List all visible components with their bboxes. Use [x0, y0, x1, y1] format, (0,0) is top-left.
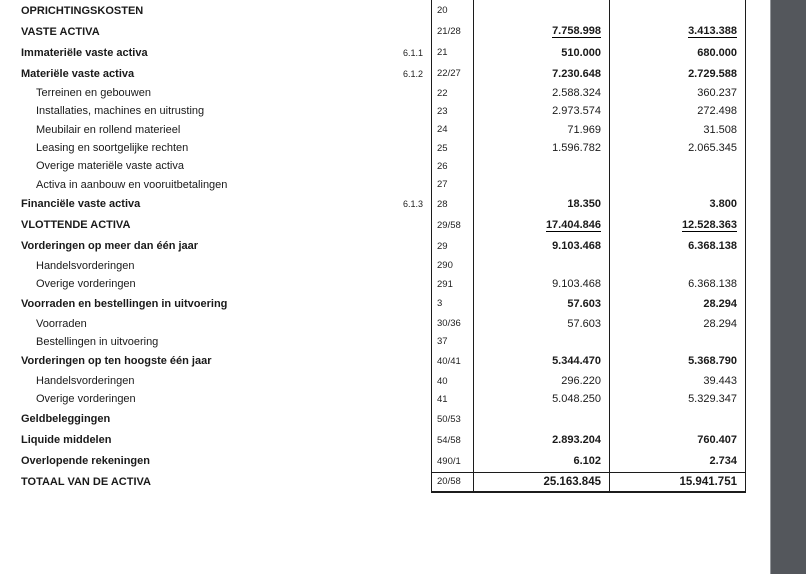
row-label: VLOTTENDE ACTIVA [21, 219, 131, 232]
underlined-total-value: 3.413.388 [688, 24, 737, 37]
row-annex-ref: 6.1.2 [402, 68, 423, 79]
row-code: 21 [431, 42, 474, 63]
underlined-total-value: 17.404.846 [545, 218, 601, 231]
row-value-previous [609, 0, 746, 21]
table-row [0, 351, 770, 372]
row-value-current [474, 409, 609, 430]
row-code: 29 [431, 236, 474, 257]
row-annex-ref [385, 0, 431, 21]
row-annex-ref [385, 257, 431, 275]
row-value-current [474, 157, 609, 175]
row-value-previous: 6.368.138 [609, 236, 746, 257]
row-value-current: 25.163.845 [474, 472, 609, 493]
row-value-current: 9.103.468 [552, 278, 601, 291]
row-code: 23 [431, 102, 474, 120]
row-annex-ref [385, 175, 431, 193]
row-value-current: 5.344.470 [552, 355, 601, 368]
row-annex-ref [385, 314, 431, 332]
underlined-total-value: 7.758.998 [552, 24, 601, 37]
row-label: Vorderingen op ten hoogste één jaar [21, 355, 212, 368]
row-label: Vorderingen op meer dan één jaar [21, 240, 199, 253]
row-value-current: 2.588.324 [552, 87, 601, 100]
table-row [0, 390, 770, 408]
row-value-current: 57.603 [567, 317, 601, 330]
row-value-current [474, 175, 609, 193]
row-value-previous: 2.734 [609, 451, 746, 472]
row-value-current: 71.969 [567, 123, 601, 136]
row-value-previous: 6.368.138 [609, 275, 746, 293]
row-code: 21/28 [431, 21, 474, 42]
row-annex-ref [385, 390, 431, 408]
row-label: Voorraden en bestellingen in uitvoering [21, 297, 228, 310]
row-value-current: 9.103.468 [552, 240, 601, 253]
row-value-previous: 39.443 [609, 372, 746, 390]
row-label: Handelsvorderingen [36, 259, 135, 272]
row-value-current: 5.048.250 [552, 393, 601, 406]
table-row [0, 21, 770, 42]
row-annex-ref: 6.1.3 [402, 199, 423, 210]
row-value-previous: 28.294 [609, 314, 746, 332]
row-code: 29/58 [431, 215, 474, 236]
row-value-previous: 3.800 [609, 194, 746, 215]
row-value-previous [609, 409, 746, 430]
row-code: 22 [431, 84, 474, 102]
table-row [0, 333, 770, 351]
row-value-current [474, 257, 609, 275]
row-value-previous: 272.498 [609, 102, 746, 120]
row-value-previous [609, 215, 746, 236]
row-annex-ref [385, 372, 431, 390]
row-annex-ref [385, 236, 431, 257]
table-row [0, 372, 770, 390]
row-value-previous: 5.368.790 [609, 351, 746, 372]
row-value-previous [609, 21, 746, 42]
row-value-current [474, 21, 609, 42]
row-label: Overige materiële vaste activa [36, 160, 184, 173]
row-label: Immateriële vaste activa [21, 46, 148, 59]
table-row [0, 42, 770, 63]
row-code: 3 [431, 293, 474, 314]
row-value-previous: 2.065.345 [609, 139, 746, 157]
table-row [0, 139, 770, 157]
row-code: 24 [431, 121, 474, 139]
row-value-current [474, 333, 609, 351]
row-value-previous: 28.294 [609, 293, 746, 314]
row-code: 30/36 [431, 314, 474, 332]
row-annex-ref [385, 139, 431, 157]
row-label: OPRICHTINGSKOSTEN [21, 4, 144, 17]
row-code: 40/41 [431, 351, 474, 372]
table-row [0, 0, 770, 21]
row-value-previous: 680.000 [609, 42, 746, 63]
row-label: Activa in aanbouw en vooruitbetalingen [36, 178, 228, 191]
row-annex-ref: 6.1.1 [402, 47, 423, 58]
row-code: 490/1 [431, 451, 474, 472]
row-annex-ref [385, 430, 431, 451]
row-value-current: 57.603 [567, 297, 601, 310]
table-row [0, 175, 770, 193]
row-value-current: 6.102 [573, 455, 601, 468]
row-annex-ref [385, 21, 431, 42]
row-value-current: 510.000 [561, 46, 601, 59]
row-code: 50/53 [431, 409, 474, 430]
table-row [0, 409, 770, 430]
row-annex-ref [385, 121, 431, 139]
table-row [0, 84, 770, 102]
row-code: 54/58 [431, 430, 474, 451]
row-label: Liquide middelen [21, 434, 112, 447]
underlined-total-value: 12.528.363 [681, 218, 737, 231]
row-value-current [474, 0, 609, 21]
row-value-current: 18.350 [567, 198, 601, 211]
row-value-current: 2.973.574 [552, 105, 601, 118]
row-value-previous: 5.329.347 [609, 390, 746, 408]
row-label: Overige vorderingen [36, 393, 136, 406]
row-code: 37 [431, 333, 474, 351]
table-row [0, 215, 770, 236]
row-value-previous: 15.941.751 [609, 472, 746, 493]
table-row [0, 236, 770, 257]
row-label: Terreinen en gebouwen [36, 87, 151, 100]
row-value-previous [609, 257, 746, 275]
row-value-current: 296.220 [561, 375, 601, 388]
table-row [0, 257, 770, 275]
row-value-current: 2.893.204 [552, 434, 601, 447]
row-annex-ref [385, 102, 431, 120]
row-label: TOTAAL VAN DE ACTIVA [21, 476, 151, 489]
row-annex-ref [385, 451, 431, 472]
row-annex-ref [385, 293, 431, 314]
row-code: 28 [431, 194, 474, 215]
row-value-previous [609, 175, 746, 193]
row-code: 20/58 [431, 472, 474, 493]
table-row [0, 194, 770, 215]
table-row [0, 102, 770, 120]
row-code: 27 [431, 175, 474, 193]
row-code: 291 [431, 275, 474, 293]
row-value-previous: 31.508 [609, 121, 746, 139]
row-value-previous: 760.407 [609, 430, 746, 451]
table-row [0, 293, 770, 314]
row-value-current: 7.230.648 [552, 67, 601, 80]
table-row [0, 63, 770, 84]
row-label: Installaties, machines en uitrusting [36, 105, 205, 118]
row-value-current [474, 215, 609, 236]
row-annex-ref [385, 409, 431, 430]
row-code: 290 [431, 257, 474, 275]
row-code: 40 [431, 372, 474, 390]
table-row [0, 121, 770, 139]
row-code: 20 [431, 0, 474, 21]
table-row [0, 275, 770, 293]
row-label: Leasing en soortgelijke rechten [36, 142, 189, 155]
row-label: Bestellingen in uitvoering [36, 335, 159, 348]
row-annex-ref [385, 275, 431, 293]
table-row [0, 472, 770, 493]
row-value-previous: 2.729.588 [609, 63, 746, 84]
row-value-previous: 360.237 [609, 84, 746, 102]
row-value-previous [609, 333, 746, 351]
row-annex-ref [385, 157, 431, 175]
row-code: 25 [431, 139, 474, 157]
row-annex-ref [385, 215, 431, 236]
table-row [0, 314, 770, 332]
row-annex-ref [385, 333, 431, 351]
row-code: 41 [431, 390, 474, 408]
row-label: Financiële vaste activa [21, 198, 141, 211]
row-label: Materiële vaste activa [21, 67, 135, 80]
row-label: Handelsvorderingen [36, 375, 135, 388]
row-label: VASTE ACTIVA [21, 25, 100, 38]
table-row [0, 430, 770, 451]
row-code: 22/27 [431, 63, 474, 84]
table-row [0, 451, 770, 472]
row-label: Meubilair en rollend materieel [36, 123, 181, 136]
row-label: Overlopende rekeningen [21, 455, 150, 468]
row-annex-ref [385, 351, 431, 372]
row-label: Geldbeleggingen [21, 413, 111, 426]
row-label: Voorraden [36, 317, 87, 330]
row-value-current: 1.596.782 [552, 142, 601, 155]
row-annex-ref [385, 84, 431, 102]
row-label: Overige vorderingen [36, 278, 136, 291]
table-row [0, 157, 770, 175]
row-code: 26 [431, 157, 474, 175]
row-value-previous [609, 157, 746, 175]
viewer-background [770, 0, 806, 574]
row-annex-ref [385, 472, 431, 493]
